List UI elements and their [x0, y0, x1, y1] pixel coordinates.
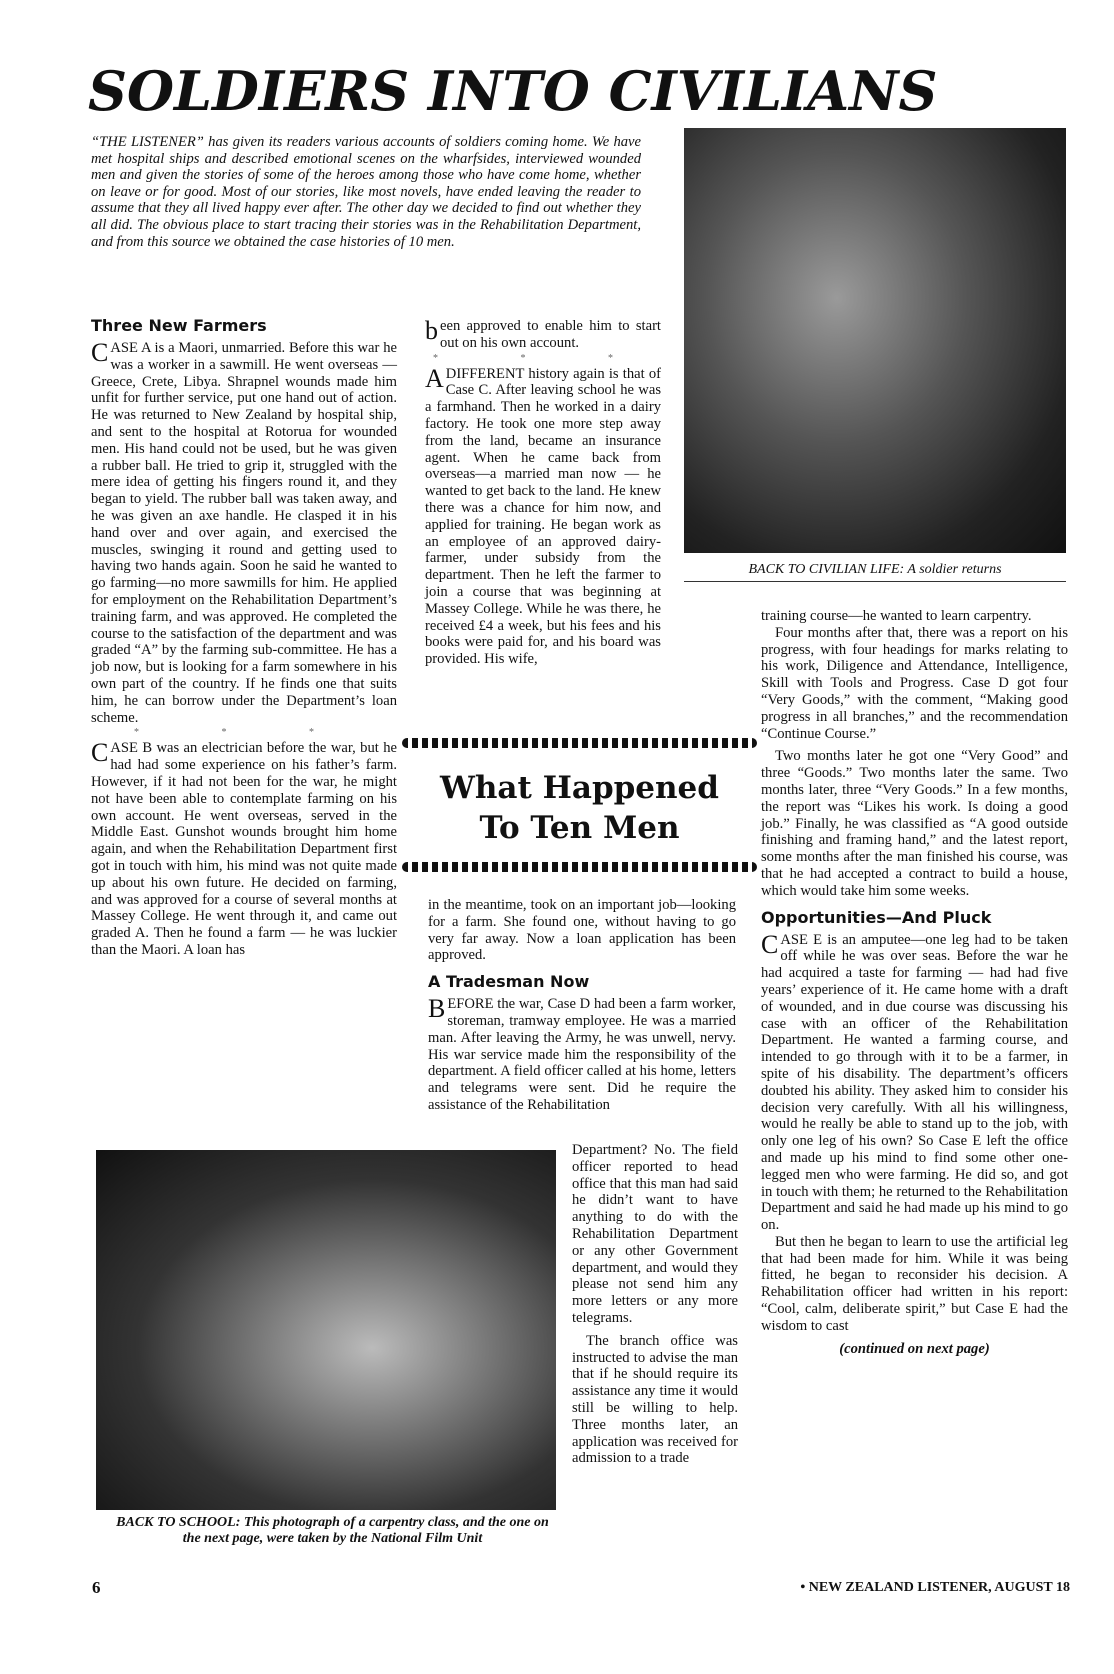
page-title: SOLDIERS INTO CIVILIANS: [88, 59, 938, 123]
bottom-photo-caption: BACK TO SCHOOL: This photograph of a carpentry class, and the one on the next page, were taken by the National Film Unit: [116, 1515, 549, 1546]
case-c-paragraph: ADIFFERENT history again is that of Case C. After leaving school he was a farmhand. Then he worked in a dairy factory. He took one more step away from the land, became an insurance agent. When he came back from overseas—a married man now — he wanted to get back to the land. He knew there was a chance for him now, and applied for training. He began work as an employee of an approved dairy-farmer, under subsidy from the department. Then he left the farmer to join a course that was beginning at Massey College. While he was there, he received £4 a week, but his fees and his books were paid for, and his board was provided. His wife,: [425, 363, 661, 668]
separator-stars: * * *: [134, 727, 354, 739]
wavy-rule-top: [402, 738, 757, 748]
branch-office-paragraph: The branch office was instructed to advise the man that if he should require its assistance any time it would still be willing to help. Three months later, an application was received for admission to a trade: [572, 1332, 738, 1467]
carpentry-class-photo: [96, 1150, 556, 1510]
column-2-top: [425, 318, 661, 668]
case-b-paragraph: CASE B was an electrician before the war, but he had had some experience on his father’s farm. However, if it had not been for the war, he might not have been able to contemplate farming on his own account. He went overseas, served in the Middle East. Gunshot wounds brought him home again, and when the Rehabilitation Department first got in touch with him, his mind was not quite made up about his own future. He decided on farming, and was approved for a course of several months at Massey College. He went through it, and came out graded A. Then he found a farm — he was luckier than the Maori. A loan has: [91, 738, 397, 958]
wavy-rule-bottom: [402, 862, 757, 872]
headline-box: [402, 738, 757, 868]
headline-line-1: What Happened: [440, 770, 719, 806]
continued-note: (continued on next page): [839, 1340, 990, 1357]
soldier-photo: [684, 128, 1066, 553]
later-reports-paragraph: Two months later he got one “Very Good” and three “Goods.” Two months later the same. Two months later, three “Very Goods.” In a few months, the report was “Likes his work. Is doing a good job.” Finally, he was classified as “A good outside finishing and framing hand,” and the latest report, some months after the man finished his course, was that he had accepted a contract to build a house, which would take him some weeks.: [761, 748, 1068, 899]
separator-stars: * * *: [433, 352, 653, 364]
progress-report-paragraph: Four months after that, there was a report on his progress, with four headings for marks relating to his work, Diligence and Attendance, Intelligence, Skill with Tools and Progress. Case D got four “Very Goods,” with the comment, “Making good progress in all branches,” and the recommendation “Continue Course.”: [761, 624, 1068, 742]
caption-rule: [684, 581, 1066, 582]
intro-paragraph: [91, 134, 641, 250]
continuation-paragraph: in the meantime, took on an important job—looking for a farm. She found one, without having to go very far away. Now a loan application has been approved.: [428, 897, 736, 964]
artificial-leg-paragraph: But then he began to learn to use the artificial leg that had been made for him. While it was being fitted, he began to reconsider his decision. A Rehabilitation officer had written in his report: “Cool, calm, deliberate spirit,” but Case E had the wisdom to cast: [761, 1233, 1068, 1334]
column-2-bottom: [428, 897, 736, 1114]
headline-line-2: To Ten Men: [479, 810, 680, 846]
intro-text: “THE LISTENER” has given its readers various accounts of soldiers coming home. We have met hospital ships and described emotional scenes on the wharfsides, interviewed wounded men and given the stories of some of the heroes among those who have come home, whether on leave or for good. Most of our stories, like most novels, have ended leaving the reader to assume that they all lived happy ever after. The other day we decided to find out whether they all did. The obvious place to start tracing their stories was in the Rehabilitation Department, and from this source we obtained the case histories of 10 men.: [91, 134, 641, 250]
publication-line: • NEW ZEALAND LISTENER, AUGUST 18: [800, 1580, 1070, 1595]
case-a-paragraph: CASE A is a Maori, unmarried. Before this war he was a worker in a sawmill. He went overseas — Greece, Crete, Libya. Shrapnel wounds made him unfit for further service, put one hand out of action. He was returned to New Zealand by hospital ship, and sent to the hospital at Rotorua for wounded men. His hand could not be used, but he was given a rubber ball. He tried to grip it, struggled with the mere idea of getting his fingers round it, and they began to yield. The rubber ball was taken away, and he was given an axe handle. He clasped it in his hand over and over again, and exercised the muscles, swinging it round and getting used to having two hands again. Soon he said he wanted to go farming—no more sawmills for him. He applied for employment on the Rehabilitation Department’s training farm, and was approved. He completed the course to the satisfaction of the department and was graded “A” by the farming sub-committee. He has a job now, but is looking for a farm somewhere in his own part of the country. If he finds one that suits him, he can borrow under the Department’s loan scheme.: [91, 338, 397, 726]
continuation-paragraph: training course—he wanted to learn carpentry.: [761, 608, 1032, 624]
case-e-paragraph: CASE E is an amputee—one leg had to be taken off while he was over seas. Before the war he had acquired a taste for farming — had had five years’ experience of it. He came home with a draft of wounded, and in due course was discussing his case with an officer of the Rehabilitation Department. He wanted a farming course, and intended to go through with it to be a farmer, in spite of his disability. The department’s officers doubted his ability. They asked him to consider his decision very carefully. With all his willingness, would he really be able to stand up to the job, with only one leg of his own? So Case E left the office and made up his mind to find some other one-legged men who were farming. He did so, and got in touch with them; he returned to the Rehabilitation Department and said he had made up his mind to go on.: [761, 929, 1068, 1234]
case-d-paragraph: BEFORE the war, Case D had been a farm worker, storeman, tramway employee. He was a married man. After leaving the Army, he was unwell, nervy. His war service made him the responsibility of the department. A field officer called at his home, letters and telegrams were sent. Did he require the assistance of the Rehabilitation: [428, 994, 736, 1113]
case-d-continuation: Department? No. The field officer reported to head office that this man had said he didn’t want to have anything to do with the Rehabilitation Department or any other Government department, and would they please not send him any more letters or any more telegrams.: [572, 1142, 738, 1326]
column-1: [91, 316, 397, 959]
section-heading-opportunities: Opportunities—And Pluck: [761, 907, 992, 927]
page-number: 6: [92, 1578, 101, 1597]
column-2-narrow: [572, 1142, 738, 1467]
section-heading-tradesman: A Tradesman Now: [428, 972, 590, 992]
continuation-paragraph: been approved to enable him to start out on his own account.: [425, 316, 661, 351]
section-heading-three-new-farmers: Three New Farmers: [91, 316, 267, 335]
top-photo-caption: BACK TO CIVILIAN LIFE: A soldier returns: [748, 562, 1002, 577]
column-3: [761, 608, 1068, 1357]
